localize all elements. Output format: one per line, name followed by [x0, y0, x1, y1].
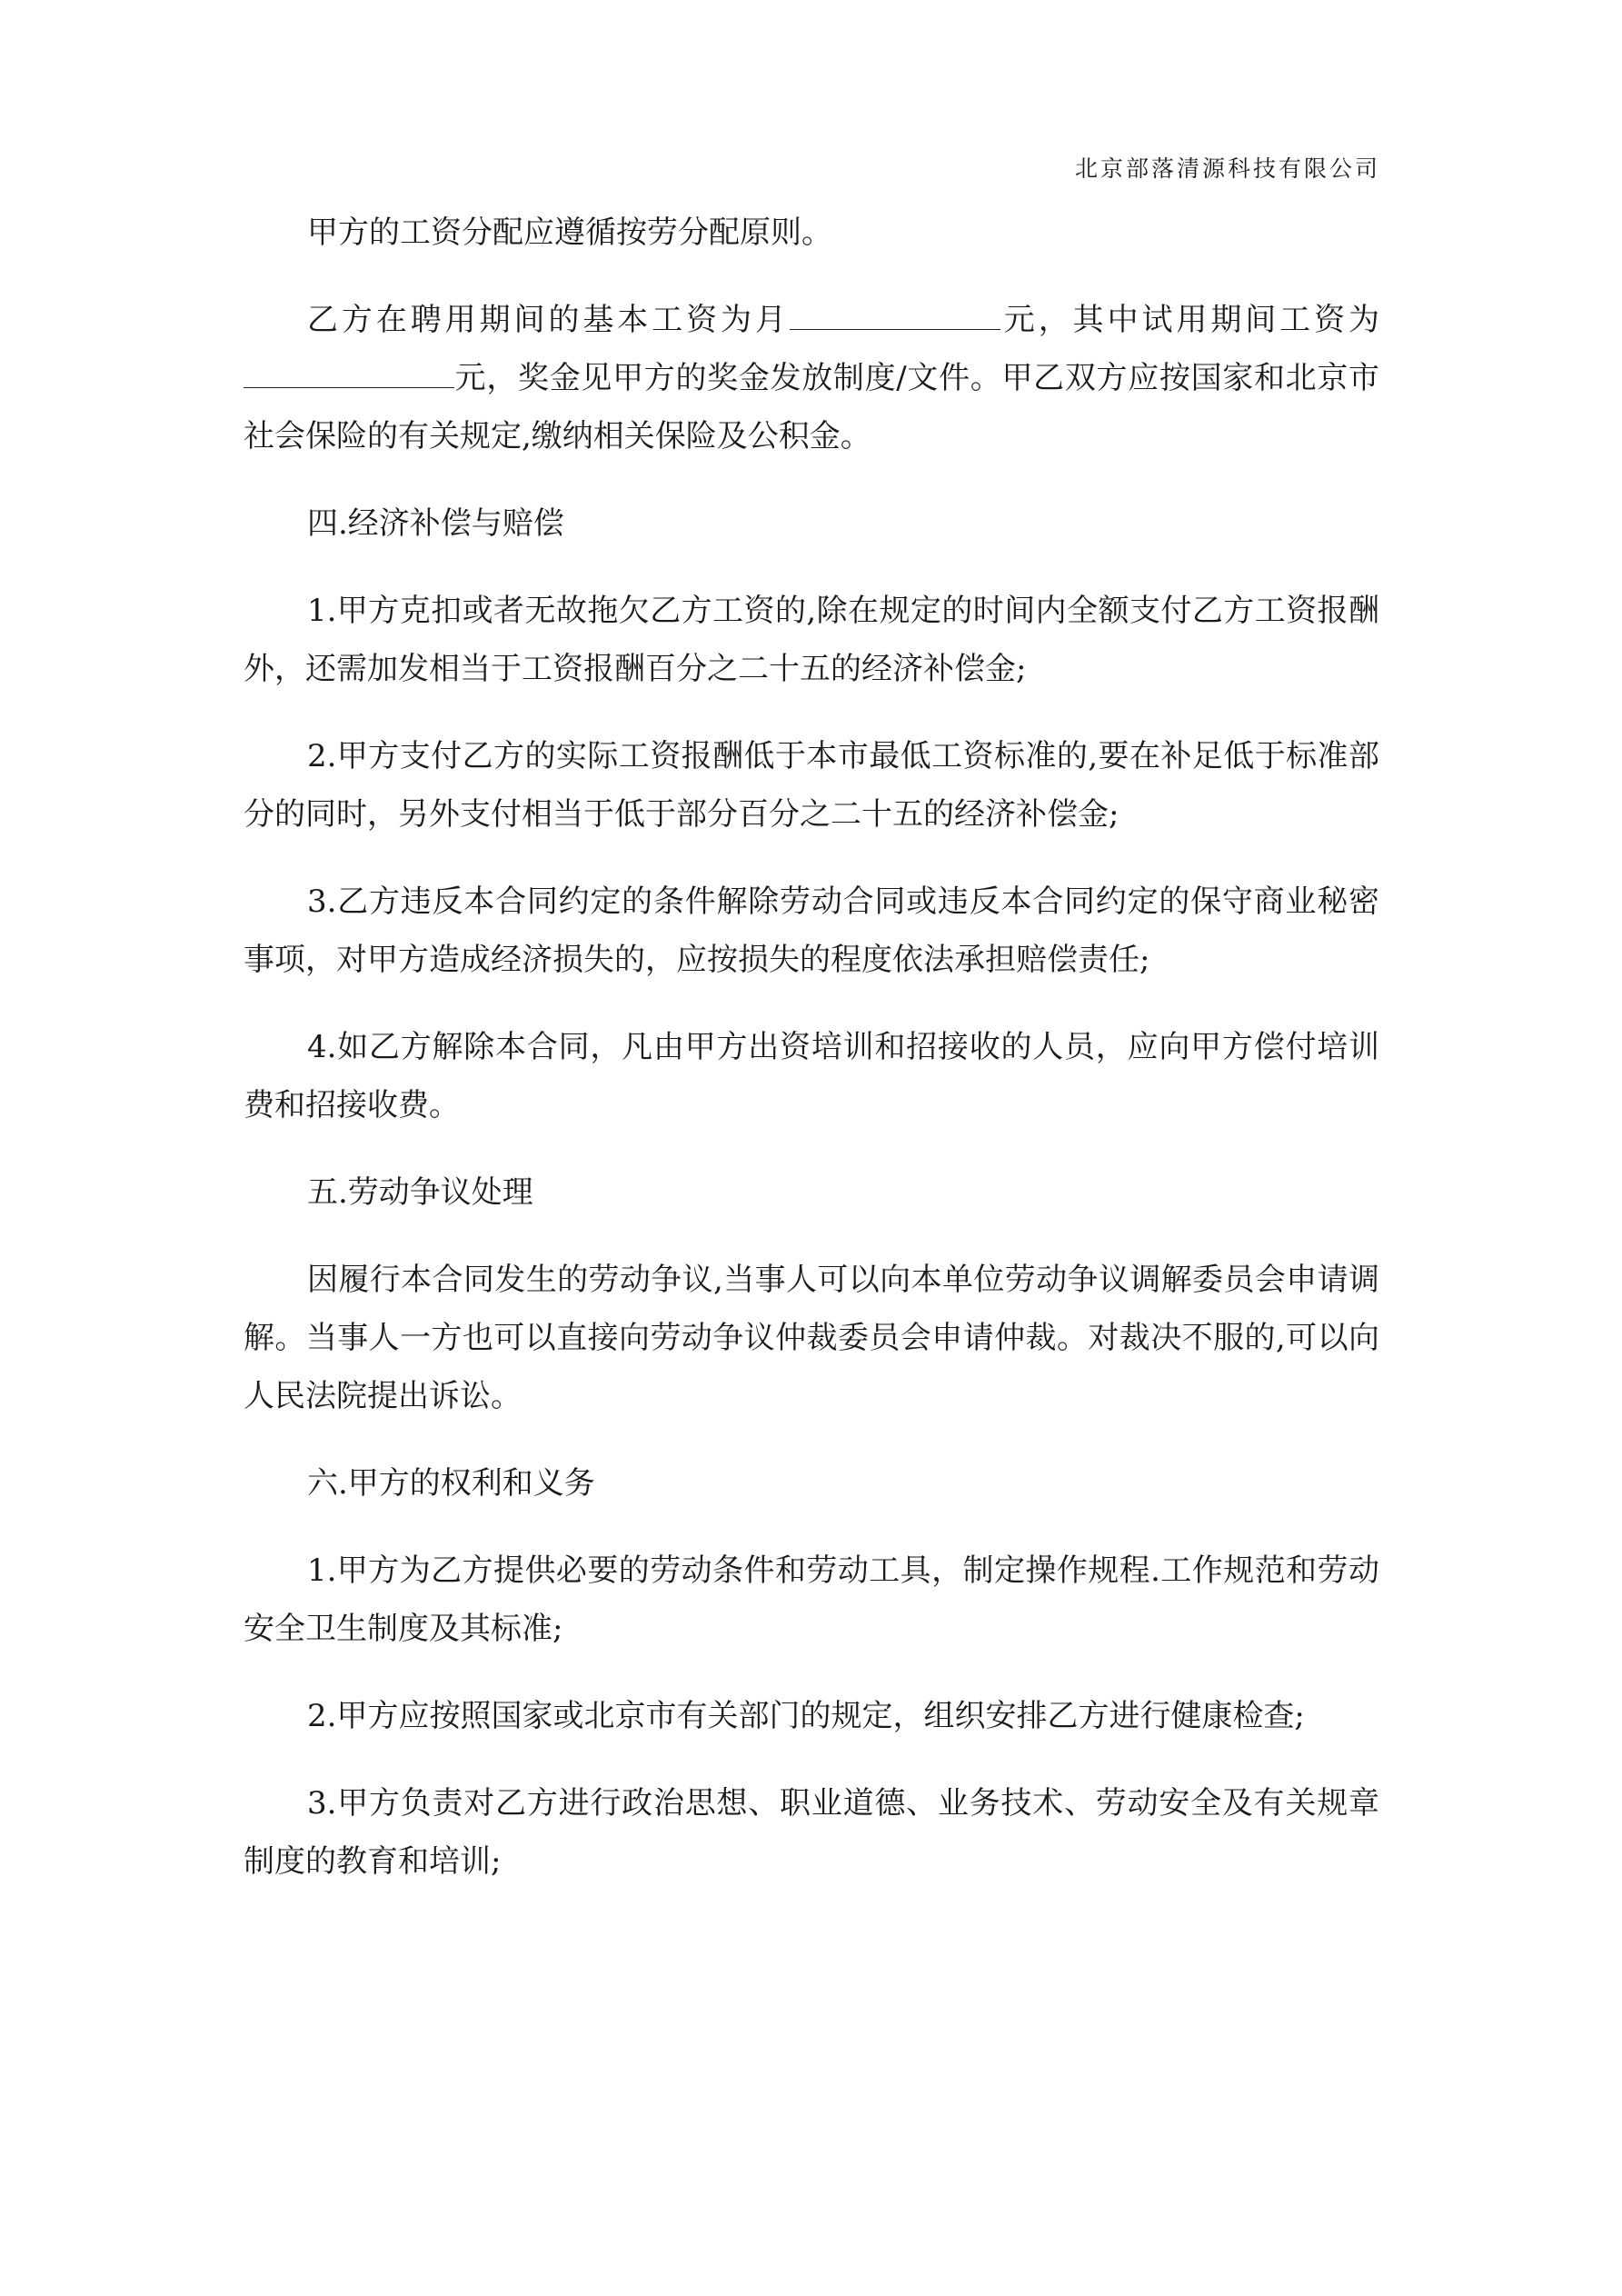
section-6-item-3: 3.甲方负责对乙方进行政治思想、职业道德、业务技术、劳动安全及有关规章制度的教育和培训;	[244, 1785, 1379, 1880]
paragraph-basic-salary	[244, 291, 1379, 465]
section-4-item-2: 2.甲方支付乙方的实际工资报酬低于本市最低工资标准的,要在补足低于标准部分的同时，另外支付相当于低于部分百分之二十五的经济补偿金;	[244, 738, 1379, 833]
section-4-item-4: 4.如乙方解除本合同，凡由甲方出资培训和招接收的人员，应向甲方偿付培训费和招接收费。	[244, 1029, 1379, 1123]
section-6-item-1: 1.甲方为乙方提供必要的劳动条件和劳动工具，制定操作规程.工作规范和劳动安全卫生制度及其标准;	[244, 1552, 1379, 1647]
paragraph-wage-principle: 甲方的工资分配应遵循按劳分配原则。	[307, 215, 832, 251]
salary-text-c: 元，奖金见甲方的奖金发放制度/文件。甲乙双方应按国家和北京市社会保险的有关规定,缴纳相关保险及公积金。	[244, 360, 1379, 454]
probation-salary-blank	[244, 356, 454, 388]
section-4-item-1: 1.甲方克扣或者无故拖欠乙方工资的,除在规定的时间内全额支付乙方工资报酬外，还需加发相当于工资报酬百分之二十五的经济补偿金;	[244, 593, 1379, 687]
company-header: 北京部落清源科技有限公司	[1074, 155, 1380, 182]
section-4-item-3: 3.乙方违反本合同约定的条件解除劳动合同或违反本合同约定的保守商业秘密事项，对甲方造成经济损失的，应按损失的程度依法承担赔偿责任;	[244, 883, 1379, 978]
document-body	[244, 204, 1379, 1920]
salary-text-b: 元，其中试用期间工资为	[1000, 302, 1380, 338]
section-6-title: 六.甲方的权利和义务	[307, 1465, 595, 1502]
monthly-salary-blank	[790, 298, 1000, 330]
section-5-title: 五.劳动争议处理	[307, 1174, 533, 1211]
salary-text-a: 乙方在聘用期间的基本工资为月	[307, 302, 790, 338]
section-5-body: 因履行本合同发生的劳动争议,当事人可以向本单位劳动争议调解委员会申请调解。当事人一方也可以直接向劳动争议仲裁委员会申请仲裁。对裁决不服的,可以向人民法院提出诉讼。	[244, 1262, 1379, 1414]
section-6-item-2: 2.甲方应按照国家或北京市有关部门的规定，组织安排乙方进行健康检查;	[307, 1698, 1305, 1734]
section-4-title: 四.经济补偿与赔偿	[307, 505, 564, 542]
